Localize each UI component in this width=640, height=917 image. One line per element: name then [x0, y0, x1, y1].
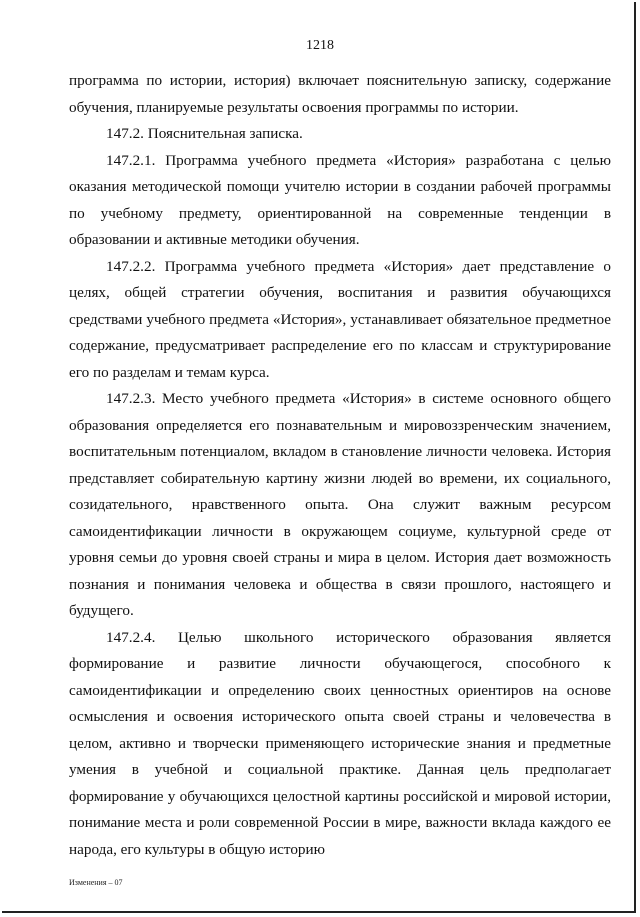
- footer-note: Изменения – 07: [69, 878, 123, 887]
- paragraph-147-2-4: 147.2.4. Целью школьного исторического образования является формирование и развитие личности обучающегося, способного к самоидентификации и определению своих ценностных ориентиров на основе осмысления и освоения исторического опыта своей страны и человечества в целом, активно и творчески применяющего исторические знания и предметные умения в учебной и социальной практике. Данная цель предполагает формирование у обучающихся целостной картины российской и мировой истории, понимание места и роли современной России в мире, важности вклада каждого ее народа, его культуры в общую историю: [69, 628, 611, 858]
- paragraph-147-2-2: 147.2.2. Программа учебного предмета «История» дает представление о целях, общей стратегии обучения, воспитания и развития обучающихся средствами учебного предмета «История», устанавливает обязательное предметное содержание, предусматривает распределение его по классам и структурирование его по разделам и темам курса.: [69, 257, 611, 381]
- page-number: 1218: [306, 38, 334, 53]
- paragraph-147-2-3: 147.2.3. Место учебного предмета «История» в системе основного общего образования определяется его познавательным и мировоззренческим значением, воспитательным потенциалом, вкладом в становление личности человека. История представляет собирательную картину жизни людей во времени, их социального, созидательного, нравственного опыта. Она служит важным ресурсом самоидентификации личности в окружающем социуме, культурной среде от уровня семьи до уровня своей страны и мира в целом. История дает возможность познания и понимания человека и общества в связи прошлого, настоящего и будущего.: [69, 390, 611, 619]
- document-body: [69, 68, 611, 863]
- paragraph-continuation: программа по истории, история) включает пояснительную записку, содержание обучения, планируемые результаты освоения программы по истории.: [69, 72, 611, 116]
- paragraph-147-2-1: 147.2.1. Программа учебного предмета «История» разработана с целью оказания методической помощи учителю истории в создании рабочей программы по учебному предмету, ориентированной на современные тенденции в образовании и активные методики обучения.: [69, 151, 611, 248]
- paragraph-section-heading: 147.2. Пояснительная записка.: [106, 125, 303, 142]
